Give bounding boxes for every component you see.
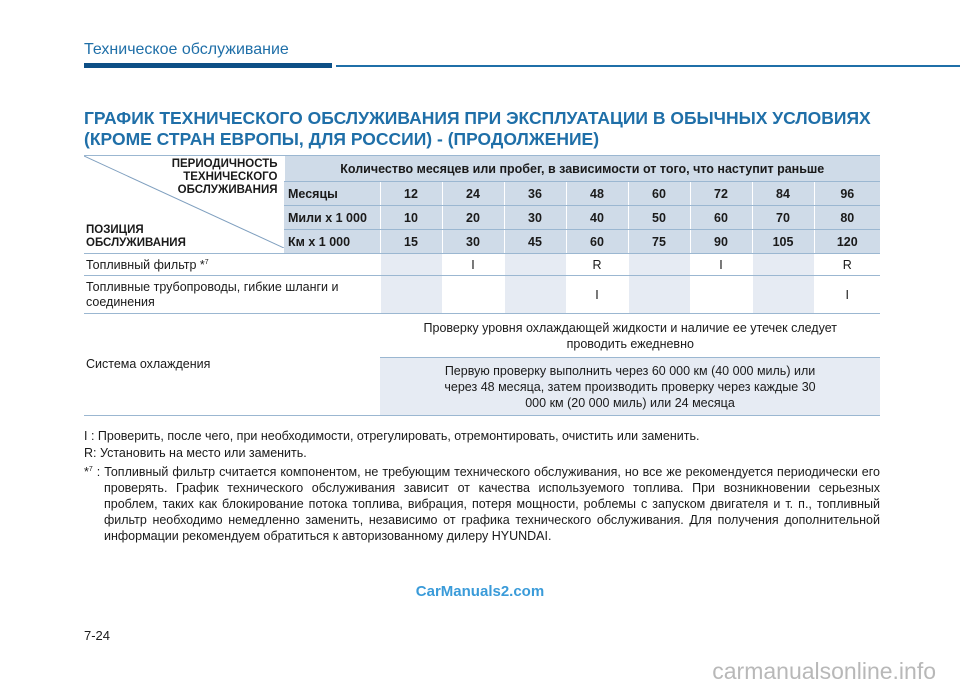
- schedule-cell: [628, 276, 690, 314]
- header-rule-light: [336, 65, 960, 67]
- page-number: 7-24: [84, 628, 111, 643]
- corner-item-label: ПОЗИЦИЯ ОБСЛУЖИВАНИЯ: [86, 224, 186, 249]
- row-item-cooling-system: Система охлаждения: [84, 314, 380, 416]
- page-title: [84, 108, 874, 150]
- miles-cell: 30: [504, 206, 566, 230]
- coolant-first-check-note: Первую проверку выполнить через 60 000 км (40 000 миль) или через 48 месяца, затем производить проверку через каждые 30 000 км (20 000 миль) или 24 месяца: [380, 358, 880, 416]
- title-line-1: ГРАФИК ТЕХНИЧЕСКОГО ОБСЛУЖИВАНИЯ ПРИ ЭКСПЛУАТАЦИИ В ОБЫЧНЫХ УСЛОВИЯХ: [84, 108, 871, 128]
- table-row: [84, 254, 880, 276]
- miles-label: Мили x 1 000: [284, 206, 380, 230]
- section-title: Техническое обслуживание: [84, 41, 289, 58]
- corner-interval-label: ПЕРИОДИЧНОСТЬ ТЕХНИЧЕСКОГО ОБСЛУЖИВАНИЯ: [171, 158, 278, 196]
- header-rule-dark: [84, 63, 332, 68]
- months-cell: 24: [442, 182, 504, 206]
- miles-cell: 50: [628, 206, 690, 230]
- miles-cell: 70: [752, 206, 814, 230]
- miles-cell: 40: [566, 206, 628, 230]
- note-replace: R: Установить на место или заменить.: [84, 446, 307, 460]
- carmanuals-watermark: CarManuals2.com: [415, 583, 545, 600]
- row-item-fuel-lines: Топливные трубопроводы, гибкие шланги и соединения: [84, 276, 380, 314]
- months-cell: 96: [814, 182, 880, 206]
- note-fuel-filter: *$^7$ : Топливный фильтр считается компонентом, не требующим технического обслуживания, но все же рекомендуется периодически его проверять. График технического обслуживания зависит от качества используемого топлива. При возникновении серьезных проблем, таких как блокирование потока топлива, вибрация, потеря мощности, роблемы с запуском двигателя и т. п., топливный фильтр необходимо немедленно заменить, независимо от графика технического обслуживания. Для получения дополнительной информации рекомендуем обратиться к авторизованному дилеру HYUNDAI.: [84, 465, 880, 544]
- table-row: [84, 276, 880, 314]
- km-cell: 60: [566, 230, 628, 254]
- km-cell: 75: [628, 230, 690, 254]
- months-cell: 12: [380, 182, 442, 206]
- row-item-fuel-filter: Топливный фильтр *$^7$: [84, 254, 380, 276]
- miles-cell: 60: [690, 206, 752, 230]
- schedule-cell: I: [566, 276, 628, 314]
- miles-cell: 80: [814, 206, 880, 230]
- schedule-cell: I: [442, 254, 504, 276]
- schedule-cell: [752, 254, 814, 276]
- km-label: Км x 1 000: [284, 230, 380, 254]
- months-cell: 48: [566, 182, 628, 206]
- schedule-cell: I: [814, 276, 880, 314]
- maintenance-schedule-table: [84, 155, 880, 416]
- schedule-cell: [628, 254, 690, 276]
- schedule-cell: [752, 276, 814, 314]
- km-cell: 90: [690, 230, 752, 254]
- schedule-cell: R: [814, 254, 880, 276]
- months-cell: 72: [690, 182, 752, 206]
- footnotes: [84, 428, 880, 545]
- km-cell: 30: [442, 230, 504, 254]
- schedule-cell: R: [566, 254, 628, 276]
- schedule-cell: [504, 276, 566, 314]
- months-cell: 60: [628, 182, 690, 206]
- interval-header: Количество месяцев или пробег, в зависимости от того, что наступит раньше: [284, 156, 880, 182]
- table-corner-cell: [84, 156, 284, 254]
- km-cell: 105: [752, 230, 814, 254]
- schedule-cell: [380, 254, 442, 276]
- schedule-cell: [504, 254, 566, 276]
- km-cell: 15: [380, 230, 442, 254]
- km-cell: 120: [814, 230, 880, 254]
- schedule-cell: [690, 276, 752, 314]
- months-cell: 84: [752, 182, 814, 206]
- coolant-daily-note: Проверку уровня охлаждающей жидкости и наличие ее утечек следует проводить ежедневно: [380, 314, 880, 358]
- miles-cell: 10: [380, 206, 442, 230]
- months-cell: 36: [504, 182, 566, 206]
- miles-cell: 20: [442, 206, 504, 230]
- km-cell: 45: [504, 230, 566, 254]
- title-line-2: (КРОМЕ СТРАН ЕВРОПЫ, ДЛЯ РОССИИ) - (ПРОДОЛЖЕНИЕ): [84, 129, 600, 149]
- site-watermark: carmanualsonline.info: [712, 658, 936, 684]
- table-row: [84, 314, 880, 358]
- schedule-cell: I: [690, 254, 752, 276]
- schedule-cell: [442, 276, 504, 314]
- months-label: Месяцы: [284, 182, 380, 206]
- note-inspect: I : Проверить, после чего, при необходимости, отрегулировать, отремонтировать, очистить или заменить.: [84, 429, 700, 443]
- schedule-cell: [380, 276, 442, 314]
